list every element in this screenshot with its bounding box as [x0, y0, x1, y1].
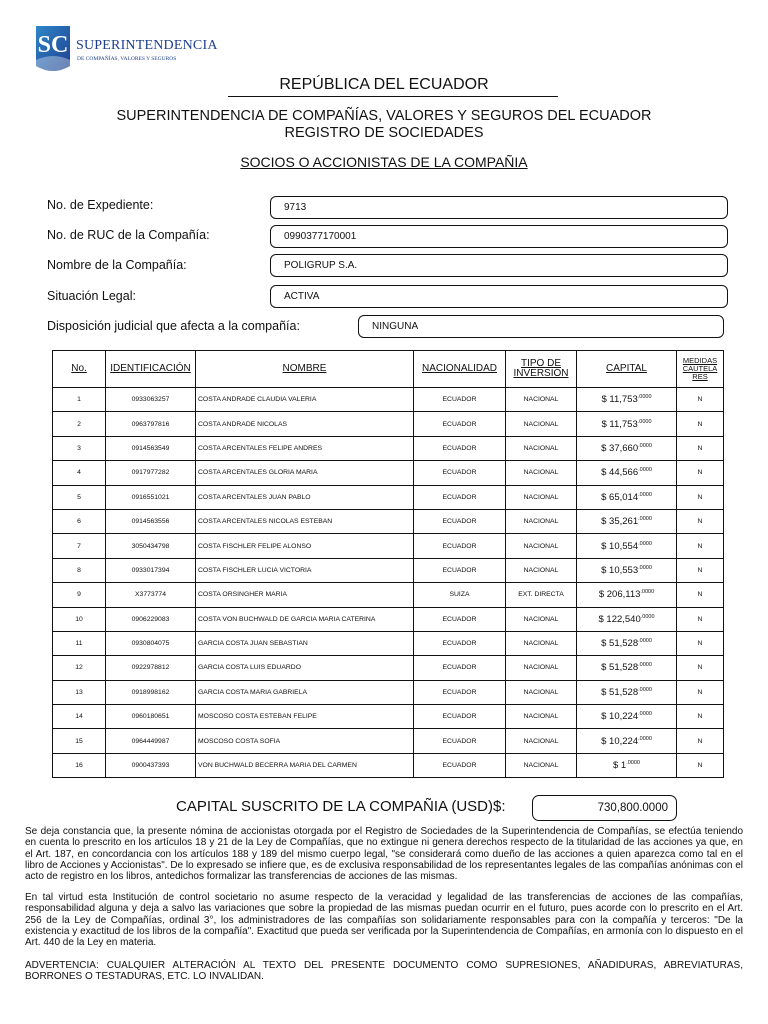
- table-row: [53, 680, 724, 704]
- row-capital-cell: [577, 705, 677, 729]
- row-capital-decimals: .0000: [638, 491, 652, 498]
- logo-title: SUPERINTENDENCIA: [76, 38, 218, 53]
- row-capital-amount: $ 11,753: [601, 394, 638, 406]
- logo-monogram: SC: [37, 32, 69, 58]
- row-medidas-cell: N: [677, 729, 724, 753]
- row-medidas-cell: N: [677, 509, 724, 533]
- table-row: [53, 753, 724, 777]
- row-no-cell: 1: [53, 388, 106, 412]
- row-capital-decimals: .0000: [626, 760, 640, 767]
- republica-heading: REPÚBLICA DEL ECUADOR: [279, 76, 489, 93]
- row-no-cell: 14: [53, 705, 106, 729]
- row-nombre-cell: COSTA ORSINGHER MARIA: [196, 583, 414, 607]
- row-capital-amount: $ 51,528: [601, 638, 639, 650]
- table-row: [53, 705, 724, 729]
- row-capital-decimals: .0000: [638, 638, 652, 645]
- row-no-cell: 4: [53, 461, 106, 485]
- row-no-cell: 13: [53, 680, 106, 704]
- row-capital-amount: $ 51,528: [601, 662, 639, 674]
- row-no-cell: 16: [53, 753, 106, 777]
- row-no-cell: 15: [53, 729, 106, 753]
- row-capital-amount: $ 51,528: [601, 686, 639, 698]
- row-nombre-cell: GARCIA COSTA JUAN SEBASTIAN: [196, 631, 414, 655]
- row-tipo-cell: NACIONAL: [506, 509, 577, 533]
- row-tipo-cell: NACIONAL: [506, 461, 577, 485]
- row-medidas-cell: N: [677, 631, 724, 655]
- row-capital-decimals: .0000: [640, 589, 655, 596]
- table-row: [53, 558, 724, 582]
- row-identificacion-cell: 0900437393: [106, 753, 196, 777]
- situacion-label: Situación Legal:: [47, 289, 136, 303]
- row-tipo-cell: NACIONAL: [506, 729, 577, 753]
- row-nombre-cell: GARCIA COSTA LUIS EDUARDO: [196, 656, 414, 680]
- row-identificacion-cell: 0922978812: [106, 656, 196, 680]
- row-nombre-cell: COSTA ANDRADE NICOLAS: [196, 412, 414, 436]
- row-medidas-cell: N: [677, 680, 724, 704]
- row-capital-cell: [577, 534, 677, 558]
- row-tipo-cell: NACIONAL: [506, 436, 577, 460]
- col-header-tipo-line1: TIPO DE: [520, 358, 561, 369]
- capital-label: CAPITAL SUSCRITO DE LA COMPAÑIA (USD)$:: [176, 798, 506, 815]
- row-nombre-cell: COSTA VON BUCHWALD DE GARCIA MARIA CATERINA: [196, 607, 414, 631]
- row-tipo-cell: NACIONAL: [506, 753, 577, 777]
- row-capital-cell: [577, 656, 677, 680]
- row-identificacion-cell: 0914563556: [106, 509, 196, 533]
- row-capital-cell: [577, 631, 677, 655]
- row-identificacion-cell: 0930804075: [106, 631, 196, 655]
- disposicion-label: Disposición judicial que afecta a la compañía:: [47, 319, 300, 333]
- row-capital-cell: [577, 485, 677, 509]
- row-identificacion-cell: 0963797816: [106, 412, 196, 436]
- table-header-row: [53, 351, 724, 388]
- row-identificacion-cell: 3050434798: [106, 534, 196, 558]
- row-capital-decimals: .0000: [638, 686, 652, 693]
- row-capital-decimals: .0000: [640, 613, 655, 620]
- row-tipo-cell: NACIONAL: [506, 485, 577, 509]
- row-capital-decimals: .0000: [638, 662, 652, 669]
- row-nacionalidad-cell: ECUADOR: [414, 485, 506, 509]
- institucion-heading: SUPERINTENDENCIA DE COMPAÑÍAS, VALORES Y SEGUROS DEL ECUADOR: [116, 108, 652, 124]
- row-no-cell: 5: [53, 485, 106, 509]
- row-capital-amount: $ 122,540: [598, 613, 641, 625]
- col-header-tipo: [506, 351, 577, 388]
- row-medidas-cell: N: [677, 558, 724, 582]
- row-capital-cell: [577, 388, 677, 412]
- row-nombre-cell: MOSCOSO COSTA SOFIA: [196, 729, 414, 753]
- row-nacionalidad-cell: ECUADOR: [414, 509, 506, 533]
- situacion-value: ACTIVA: [270, 285, 728, 308]
- table-row: [53, 607, 724, 631]
- table-row: [53, 412, 724, 436]
- legal-paragraph-2: En tal virtud esta Institución de control societario no asume respecto de la veracidad y legalidad de las transferencias de acciones de las compañías, responsabilidad alguna y deja a salvo las variaciones que sobre la propiedad de las mismas puedan ocurrir en el futuro, pues acorde con lo prescrito en el Art. 256 de la Ley de Compañías, ordinal 3°, los administradores de las compañías son solidariamente responsables para con la compañía y terceros: "De la existencia y exactitud de los libros de la compañía". Exactitud que pueda ser verificada por la Superintendencia de Compañías, en armonía con lo dispuesto en el Art. 440 de la Ley en materia.: [25, 892, 743, 949]
- row-no-cell: 3: [53, 436, 106, 460]
- row-nombre-cell: COSTA FISCHLER LUCIA VICTORIA: [196, 558, 414, 582]
- col-header-nacionalidad-text: NACIONALIDAD: [421, 363, 497, 374]
- logo-subtitle: DE COMPAÑÍAS, VALORES Y SEGUROS: [77, 56, 177, 62]
- table-row: [53, 729, 724, 753]
- row-capital-cell: [577, 461, 677, 485]
- table-row: [53, 461, 724, 485]
- row-nacionalidad-cell: ECUADOR: [414, 729, 506, 753]
- expediente-value: 9713: [270, 196, 728, 219]
- row-no-cell: 7: [53, 534, 106, 558]
- row-capital-decimals: .0000: [638, 711, 652, 718]
- shareholders-table: [52, 350, 724, 778]
- row-no-cell: 8: [53, 558, 106, 582]
- table-row: [53, 436, 724, 460]
- row-identificacion-cell: 0906229083: [106, 607, 196, 631]
- row-nombre-cell: COSTA ARCENTALES GLORIA MARIA: [196, 461, 414, 485]
- row-medidas-cell: N: [677, 388, 724, 412]
- expediente-label: No. de Expediente:: [47, 198, 154, 212]
- row-nacionalidad-cell: ECUADOR: [414, 461, 506, 485]
- row-capital-amount: $ 44,566: [601, 467, 639, 479]
- row-tipo-cell: NACIONAL: [506, 631, 577, 655]
- row-nacionalidad-cell: ECUADOR: [414, 631, 506, 655]
- company-name-label: Nombre de la Compañía:: [47, 258, 187, 272]
- row-capital-decimals: .0000: [638, 467, 652, 474]
- row-nombre-cell: GARCIA COSTA MARIA GABRIELA: [196, 680, 414, 704]
- table-row: [53, 534, 724, 558]
- col-header-medidas-line3: RES: [692, 372, 708, 381]
- row-capital-amount: $ 65,014: [601, 491, 639, 503]
- row-nombre-cell: COSTA ARCENTALES FELIPE ANDRES: [196, 436, 414, 460]
- table-row: [53, 631, 724, 655]
- row-no-cell: 2: [53, 412, 106, 436]
- row-capital-decimals: .0000: [638, 735, 652, 742]
- row-medidas-cell: N: [677, 436, 724, 460]
- row-capital-decimals: .0000: [638, 564, 652, 571]
- row-no-cell: 10: [53, 607, 106, 631]
- row-identificacion-cell: 0916551021: [106, 485, 196, 509]
- row-capital-cell: [577, 583, 677, 607]
- row-medidas-cell: N: [677, 583, 724, 607]
- row-medidas-cell: N: [677, 534, 724, 558]
- row-medidas-cell: N: [677, 461, 724, 485]
- row-medidas-cell: N: [677, 705, 724, 729]
- row-capital-amount: $ 1: [613, 760, 627, 772]
- row-capital-amount: $ 35,261: [601, 516, 639, 528]
- row-nacionalidad-cell: ECUADOR: [414, 753, 506, 777]
- row-capital-amount: $ 11,753: [601, 418, 638, 430]
- row-capital-decimals: .0000: [637, 394, 652, 401]
- row-medidas-cell: N: [677, 607, 724, 631]
- row-identificacion-cell: 0960180651: [106, 705, 196, 729]
- capital-value: 730,800.0000: [532, 795, 677, 821]
- disposicion-value: NINGUNA: [358, 315, 724, 338]
- row-tipo-cell: EXT. DIRECTA: [506, 583, 577, 607]
- sc-monogram-icon: [30, 22, 74, 74]
- row-nombre-cell: VON BUCHWALD BECERRA MARIA DEL CARMEN: [196, 753, 414, 777]
- row-capital-decimals: .0000: [638, 540, 652, 547]
- row-capital-amount: $ 10,224: [601, 711, 639, 723]
- table-body: [53, 388, 724, 778]
- row-capital-amount: $ 10,553: [601, 564, 639, 576]
- col-header-tipo-line2: INVERSIÓN: [513, 368, 569, 379]
- row-medidas-cell: N: [677, 412, 724, 436]
- row-tipo-cell: NACIONAL: [506, 412, 577, 436]
- row-nombre-cell: COSTA ANDRADE CLAUDIA VALERIA: [196, 388, 414, 412]
- section-title-text: SOCIOS O ACCIONISTAS DE LA COMPAÑIA: [240, 154, 528, 170]
- ruc-value: 0990377170001: [270, 225, 728, 248]
- row-tipo-cell: NACIONAL: [506, 656, 577, 680]
- row-capital-amount: $ 37,660: [601, 442, 639, 454]
- row-identificacion-cell: 0964449987: [106, 729, 196, 753]
- row-capital-amount: $ 10,554: [601, 540, 639, 552]
- row-capital-cell: [577, 436, 677, 460]
- row-nombre-cell: COSTA ARCENTALES JUAN PABLO: [196, 485, 414, 509]
- col-header-capital-text: CAPITAL: [606, 363, 647, 374]
- table-row: [53, 656, 724, 680]
- row-medidas-cell: N: [677, 753, 724, 777]
- row-identificacion-cell: 0917977282: [106, 461, 196, 485]
- section-title: [0, 154, 768, 170]
- row-nacionalidad-cell: ECUADOR: [414, 656, 506, 680]
- legal-paragraph-1: Se deja constancia que, la presente nómina de accionistas otorgada por el Registro de Sociedades de la Superintendencia de Compañías, se efectúa teniendo en cuenta lo prescrito en los artículos 18 y 21 de la Ley de Compañías, que no extingue ni genera derechos respecto de la titularidad de las acciones ya que, en el Art. 187, en concordancia con los artículos 188 y 189 del mismo cuerpo legal, "se considerará como dueño de las acciones a quien aparezca como tal en el libro de Acciones y Accionistas". De lo expresado se infiere que, es de exclusiva responsabilidad de los representantes legales de las compañías anónimas con el acto de registro en los libros, antedichos formalizar las transferencias de acciones de las mismas.: [25, 826, 743, 883]
- col-header-nombre: [196, 351, 414, 388]
- row-capital-cell: [577, 558, 677, 582]
- table-row: [53, 583, 724, 607]
- row-nacionalidad-cell: ECUADOR: [414, 534, 506, 558]
- row-nacionalidad-cell: ECUADOR: [414, 680, 506, 704]
- warning-paragraph: ADVERTENCIA: CUALQUIER ALTERACIÓN AL TEXTO DEL PRESENTE DOCUMENTO COMO SUPRESIONES, AÑADIDURAS, ABREVIATURAS, BORRONES O TESTADURAS, ETC. LO INVALIDAN.: [25, 960, 743, 983]
- row-capital-cell: [577, 753, 677, 777]
- col-header-no: [53, 351, 106, 388]
- row-tipo-cell: NACIONAL: [506, 705, 577, 729]
- row-tipo-cell: NACIONAL: [506, 388, 577, 412]
- superintendencia-logo: [30, 22, 218, 76]
- row-tipo-cell: NACIONAL: [506, 607, 577, 631]
- row-nacionalidad-cell: ECUADOR: [414, 607, 506, 631]
- row-no-cell: 11: [53, 631, 106, 655]
- table-row: [53, 485, 724, 509]
- col-header-no-text: No.: [71, 363, 87, 374]
- row-nombre-cell: COSTA ARCENTALES NICOLAS ESTEBAN: [196, 509, 414, 533]
- row-nombre-cell: MOSCOSO COSTA ESTEBAN FELIPE: [196, 705, 414, 729]
- row-no-cell: 9: [53, 583, 106, 607]
- col-header-identificacion: [106, 351, 196, 388]
- row-tipo-cell: NACIONAL: [506, 534, 577, 558]
- row-identificacion-cell: 0918998162: [106, 680, 196, 704]
- row-nacionalidad-cell: ECUADOR: [414, 412, 506, 436]
- row-nacionalidad-cell: ECUADOR: [414, 388, 506, 412]
- row-identificacion-cell: 0933063257: [106, 388, 196, 412]
- row-medidas-cell: N: [677, 485, 724, 509]
- registro-heading: REGISTRO DE SOCIEDADES: [284, 125, 484, 141]
- row-tipo-cell: NACIONAL: [506, 558, 577, 582]
- table-row: [53, 509, 724, 533]
- row-capital-decimals: .0000: [638, 516, 652, 523]
- row-capital-cell: [577, 680, 677, 704]
- row-capital-amount: $ 10,224: [601, 735, 639, 747]
- row-no-cell: 12: [53, 656, 106, 680]
- row-nombre-cell: COSTA FISCHLER FELIPE ALONSO: [196, 534, 414, 558]
- col-header-medidas-line1: MEDIDAS: [682, 356, 718, 365]
- col-header-capital: [577, 351, 677, 388]
- row-nacionalidad-cell: SUIZA: [414, 583, 506, 607]
- row-identificacion-cell: 0933017394: [106, 558, 196, 582]
- col-header-nombre-text: NOMBRE: [282, 363, 327, 374]
- row-tipo-cell: NACIONAL: [506, 680, 577, 704]
- table-row: [53, 388, 724, 412]
- row-capital-cell: [577, 607, 677, 631]
- row-capital-cell: [577, 729, 677, 753]
- row-identificacion-cell: 0914563549: [106, 436, 196, 460]
- row-capital-decimals: .0000: [638, 442, 652, 449]
- row-nacionalidad-cell: ECUADOR: [414, 558, 506, 582]
- row-capital-cell: [577, 509, 677, 533]
- col-header-identificacion-text: IDENTIFICACIÓN: [110, 363, 191, 374]
- row-no-cell: 6: [53, 509, 106, 533]
- company-name-value: POLIGRUP S.A.: [270, 254, 728, 277]
- row-capital-decimals: .0000: [637, 418, 652, 425]
- ruc-label: No. de RUC de la Compañía:: [47, 228, 210, 242]
- row-capital-amount: $ 206,113: [598, 589, 641, 601]
- row-capital-cell: [577, 412, 677, 436]
- republica-underline: [228, 96, 558, 97]
- col-header-medidas: [677, 351, 724, 388]
- row-nacionalidad-cell: ECUADOR: [414, 436, 506, 460]
- row-nacionalidad-cell: ECUADOR: [414, 705, 506, 729]
- col-header-medidas-line2: CAUTELA: [682, 364, 718, 373]
- row-medidas-cell: N: [677, 656, 724, 680]
- row-identificacion-cell: X3773774: [106, 583, 196, 607]
- col-header-nacionalidad: [414, 351, 506, 388]
